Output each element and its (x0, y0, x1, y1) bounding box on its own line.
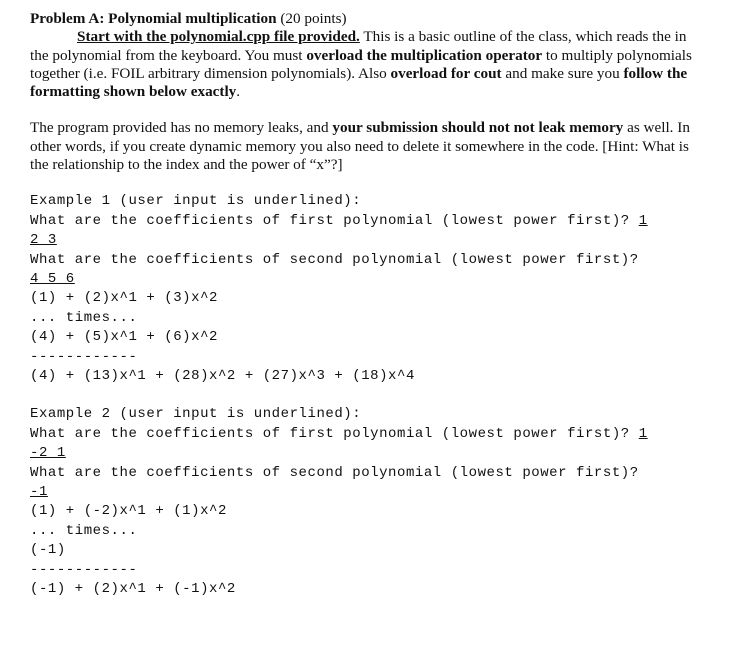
example-1-input-2: 4 5 6 (30, 271, 75, 287)
example-1-prompt-2: What are the coefficients of second polynomial (lowest power first)? (30, 251, 639, 268)
example-2-heading: Example 2 (user input is underlined): (30, 406, 362, 423)
example-2-prompt-2: What are the coefficients of second polynomial (lowest power first)? (30, 464, 639, 481)
intro-text-3: and make sure you (501, 64, 624, 82)
example-2-poly-1: (1) + (-2)x^1 + (1)x^2 (30, 503, 227, 520)
intro-bold-2: overload for cout (390, 64, 502, 82)
example-1-poly-2: (4) + (5)x^1 + (6)x^2 (30, 329, 218, 346)
example-1-input-1b-line (30, 231, 702, 250)
example-1-input-1a: 1 (638, 212, 648, 229)
example-1-divider: ------------ (30, 348, 138, 365)
example-2-input-1b-line (30, 444, 702, 463)
example-1-input-2-line (30, 270, 702, 289)
example-2-input-1a: 1 (638, 425, 648, 442)
example-2-prompt-1-text: What are the coefficients of first polynomial (lowest power first)? (30, 425, 639, 442)
example-1-result: (4) + (13)x^1 + (28)x^2 + (27)x^3 + (18)x^4 (30, 368, 415, 385)
example-2-divider: ------------ (30, 561, 138, 578)
example-2-result: (-1) + (2)x^1 + (-1)x^2 (30, 581, 236, 598)
memory-text-1: The program provided has no memory leaks, and (30, 119, 333, 137)
example-2-times: ... times... (30, 522, 138, 539)
example-2-input-2: -1 (30, 484, 48, 501)
intro-bold-1: overload the multiplication operator (306, 46, 543, 64)
start-instruction: Start with the polynomial.cpp file provided. (77, 28, 360, 46)
intro-bold-3: follow the formatting shown below exactly (30, 64, 688, 101)
problem-title: Problem A: Polynomial multiplication (30, 10, 277, 27)
example-1-input-1b: 2 3 (30, 232, 57, 249)
example-2-input-1b: -2 1 (30, 445, 66, 462)
example-1-poly-1: (1) + (2)x^1 + (3)x^2 (30, 290, 218, 307)
intro-text-2: to multiply polynomials together (i.e. FOIL arbitrary dimension polynomials). Also (30, 46, 692, 82)
memory-text-2: as well. In other words, if you create dynamic memory you also need to delete it somewhere in the code. [Hint: What is the relationship to the index and the power of “x”?] (30, 119, 690, 174)
example-1-prompt-1 (30, 212, 702, 231)
example-1 (30, 192, 702, 386)
memory-bold-1: your submission should not not leak memory (332, 119, 624, 137)
example-2-prompt-1 (30, 425, 702, 444)
memory-paragraph (30, 119, 702, 174)
example-2-input-2-line (30, 483, 702, 502)
document (30, 10, 702, 600)
example-2 (30, 405, 702, 599)
problem-points: (20 points) (276, 10, 347, 27)
intro-paragraph (30, 28, 702, 101)
problem-heading (30, 10, 702, 28)
example-1-prompt-1-text: What are the coefficients of first polynomial (lowest power first)? (30, 212, 639, 229)
intro-text-4: . (236, 83, 241, 101)
example-2-poly-2: (-1) (30, 542, 66, 559)
intro-text-1: This is a basic outline of the class, which reads the in the polynomial from the keyboard. You must (30, 28, 687, 64)
example-1-heading: Example 1 (user input is underlined): (30, 193, 362, 210)
example-1-times: ... times... (30, 309, 138, 326)
